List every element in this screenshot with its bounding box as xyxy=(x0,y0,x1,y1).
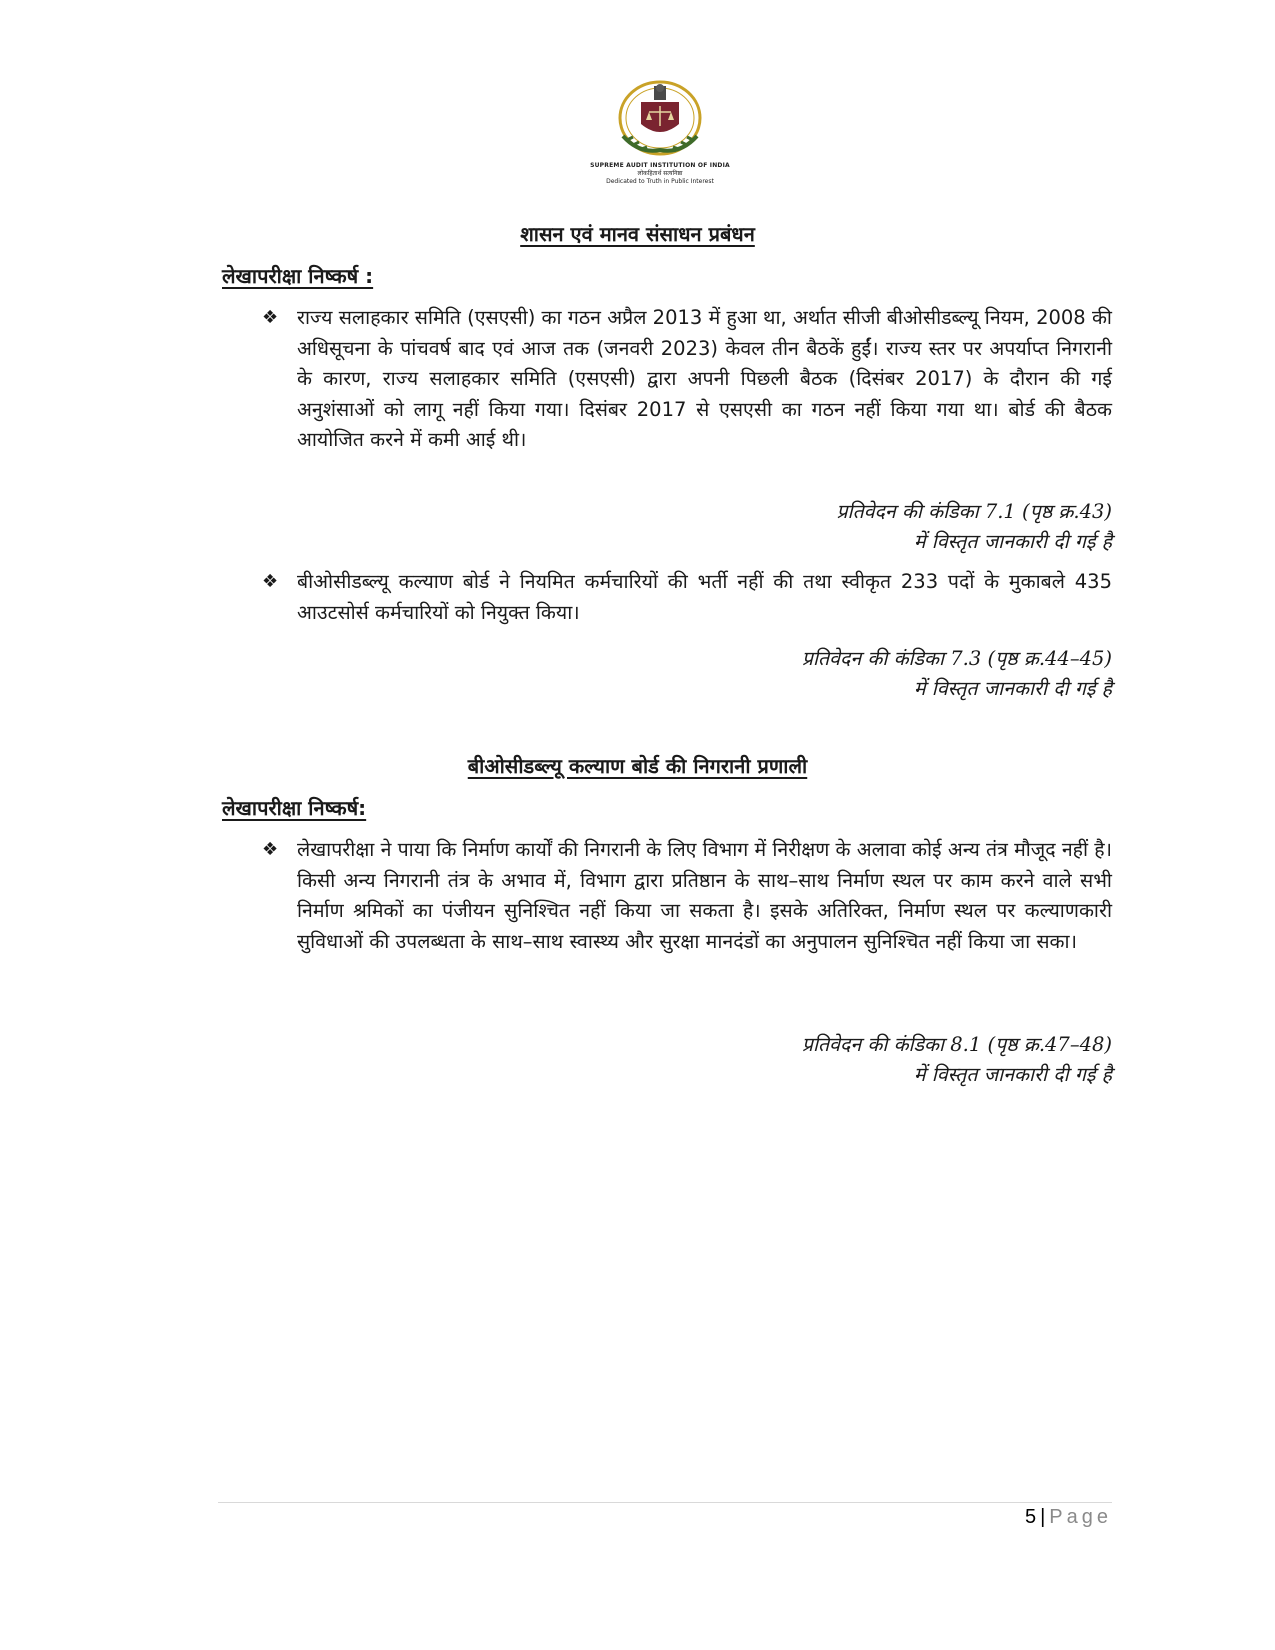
list-item xyxy=(262,303,1112,456)
page-footer xyxy=(1025,1506,1112,1529)
footer-separator: | xyxy=(1040,1506,1046,1528)
bullet-text: बीओसीडब्ल्यू कल्याण बोर्ड ने नियमित कर्मचारियों की भर्ती नहीं की तथा स्वीकृत 233 पदों के मुकाबले 435 आउटसोर्स कर्मचारियों को नियुक्त किया। xyxy=(297,570,1112,624)
reference-line: प्रतिवेदन की कंडिका 7.1 (पृष्ठ क्र.43) xyxy=(836,500,1112,523)
reference-line: में विस्तृत जानकारी दी गई है xyxy=(913,1063,1112,1086)
reference-note xyxy=(836,497,1112,557)
section1-title: शासन एवं मानव संसाधन प्रबंधन xyxy=(520,222,755,246)
bullet-diamond-icon: ❖ xyxy=(262,839,279,860)
reference-line: प्रतिवेदन की कंडिका 7.3 (पृष्ठ क्र.44–45) xyxy=(801,647,1112,670)
section2-findings-label: लेखापरीक्षा निष्कर्ष: xyxy=(222,796,367,820)
list-item xyxy=(262,835,1112,957)
bullet-text: लेखापरीक्षा ने पाया कि निर्माण कार्यों की निगरानी के लिए विभाग में निरीक्षण के अलावा कोई अन्य तंत्र मौजूद नहीं है। किसी अन्य निगरानी तंत्र के अभाव में, विभाग द्वारा प्रतिष्ठान के साथ–साथ निर्माण स्थल पर काम करने वाले सभी निर्माण श्रमिकों का पंजीयन सुनिश्चित नहीं किया जा सकता है। इसके अतिरिक्त, निर्माण स्थल पर कल्याणकारी सुविधाओं की उपलब्धता के साथ–साथ स्वास्थ्य और सुरक्षा मानदंडों का अनुपालन सुनिश्चित नहीं किया जा सका। xyxy=(297,838,1112,953)
footer-divider xyxy=(218,1502,1112,1503)
section2-title: बीओसीडब्ल्यू कल्याण बोर्ड की निगरानी प्रणाली xyxy=(467,754,808,778)
reference-line: प्रतिवेदन की कंडिका 8.1 (पृष्ठ क्र.47–48) xyxy=(801,1033,1112,1056)
section1-findings-label: लेखापरीक्षा निष्कर्ष : xyxy=(222,264,374,288)
logo-motto-english: Dedicated to Truth in Public Interest xyxy=(606,178,714,185)
reference-note xyxy=(802,644,1112,704)
bullet-diamond-icon: ❖ xyxy=(262,307,279,328)
list-item xyxy=(262,567,1112,628)
reference-note xyxy=(802,1030,1112,1090)
bullet-diamond-icon: ❖ xyxy=(262,571,279,592)
logo-text-english: SUPREME AUDIT INSTITUTION OF INDIA xyxy=(590,162,730,169)
reference-line: में विस्तृत जानकारी दी गई है xyxy=(913,677,1112,700)
page-number: 5 xyxy=(1024,1506,1037,1528)
cag-logo xyxy=(590,80,730,186)
reference-line: में विस्तृत जानकारी दी गई है xyxy=(913,530,1112,553)
emblem-icon xyxy=(605,80,715,162)
logo-motto-hindi: लोकहितार्थ सत्यनिष्ठा xyxy=(637,170,683,177)
bullet-text: राज्य सलाहकार समिति (एसएसी) का गठन अप्रैल 2013 में हुआ था, अर्थात सीजी बीओसीडब्ल्यू नियम, 2008 की अधिसूचना के पांचवर्ष बाद एवं आज तक (जनवरी 2023) केवल तीन बैठकें हुईं। राज्य स्तर पर अपर्याप्त निगरानी के कारण, राज्य सलाहकार समिति (एसएसी) द्वारा अपनी पिछली बैठक (दिसंबर 2017) के दौरान की गई अनुशंसाओं को लागू नहीं किया गया। दिसंबर 2017 से एसएसी का गठन नहीं किया गया था। बोर्ड की बैठक आयोजित करने में कमी आई थी। xyxy=(297,306,1112,451)
page-label: Page xyxy=(1049,1506,1112,1528)
